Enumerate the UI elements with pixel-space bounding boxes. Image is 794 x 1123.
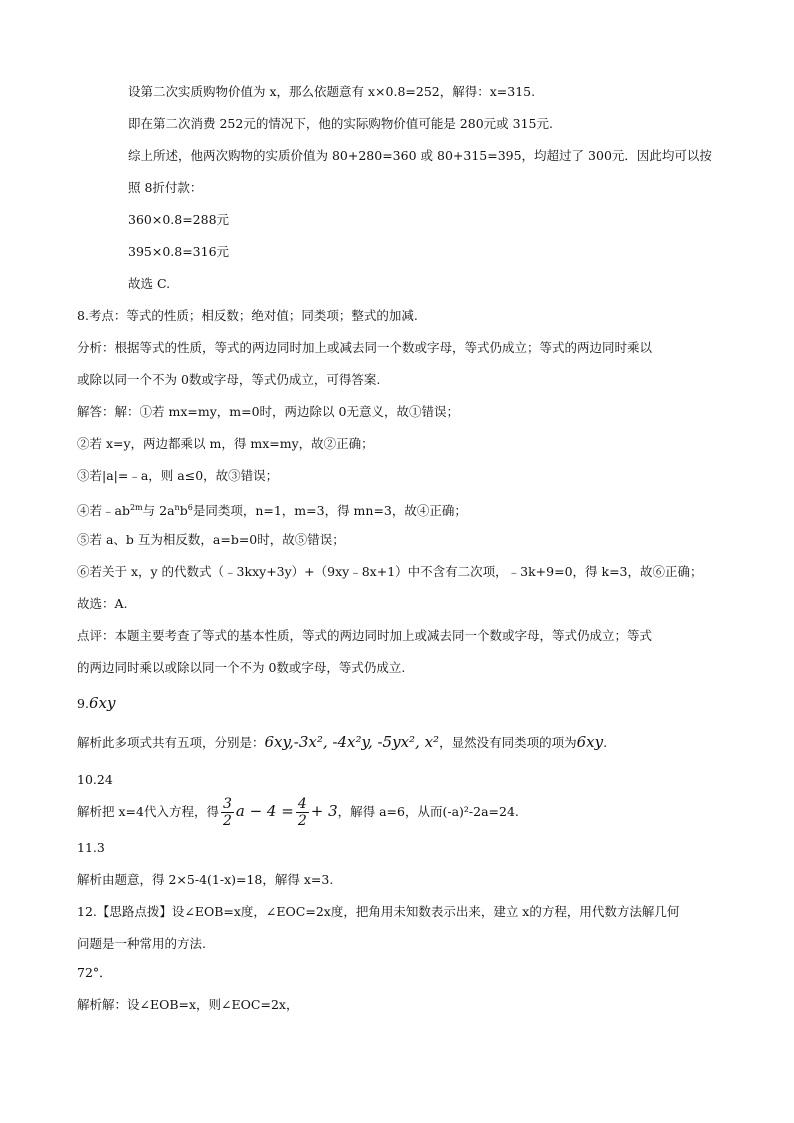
text-line: 72°． [77,965,112,980]
text-line: 设第二次实质购物价值为 x，那么依题意有 x×0.8=252，解得：x=315. [128,84,536,99]
text-line: 360×0.8=288元 [128,212,230,227]
text-line: ③若|a|=﹣a，则 a≤0，故③错误； [77,468,279,483]
question-12-heading: 12.【思路点拨】设∠EOB=x度，∠EOC=2x度，把角用未知数表示出来，建立 x的方程，用代数方法解几何 [77,904,680,919]
text-line: 解答：解：①若 mx=my，m=0时，两边除以 0无意义，故①错误； [77,404,459,419]
text-line: 解析此多项式共有五项，分别是：6xy,-3x², -4x²y, -5yx², x²，显然没有同类项的项为6xy. [77,733,608,751]
text-line: 即在第二次消费 252元的情况下，他的实际购物价值可能是 280元或 315元. [128,116,553,131]
text-line: 照 8折付款： [128,180,203,195]
text-line: ⑤若 a、b 互为相反数，a=b=0时，故⑤错误； [77,532,345,547]
text-line: 解析由题意，得 2×5-4(1-x)=18，解得 x=3. [77,872,334,887]
text-line: 解析解：设∠EOB=x，则∠EOC=2x， [77,997,299,1012]
text-line: 问题是一种常用的方法. [77,936,206,951]
text-line: 分析：根据等式的性质，等式的两边同时加上或减去同一个数或字母，等式仍成立；等式的两边同时乘以 [77,340,653,355]
question-9-answer: 9.6xy [77,694,116,712]
fraction: $\frac{3}{2}$ [222,796,232,829]
text-line: 或除以同一个不为 0数或字母，等式仍成立，可得答案. [77,372,381,387]
text-line: 的两边同时乘以或除以同一个不为 0数或字母，等式仍成立. [77,660,406,675]
fraction: $\frac{4}{2}$ [297,796,307,829]
question-10-answer: 10.24 [77,772,113,787]
text-line: ④若$﹣ab^{2m}$与 $2a^nb^6$是同类项，n=1，m=3，得 mn=3，故④正确； [77,503,467,519]
text-line: 395×0.8=316元 [128,244,230,259]
question-8-heading: 8.考点：等式的性质；相反数；绝对值；同类项；整式的加减. [77,308,418,323]
text-line: ②若 x=y，两边都乘以 m，得 mx=my，故②正确； [77,436,374,451]
text-line: 综上所述，他两次购物的实质价值为 80+280=360 或 80+315=395，均超过了 300元．因此均可以按 [128,148,712,163]
question-11-answer: 11.3 [77,840,105,855]
text-line: 故选 C. [128,276,171,291]
text-line: 故选：A. [77,596,128,611]
text-line: 解析把 x=4代入方程，得 $\frac{3}{2}$ a − 4 = $\frac{4}{2}$ + 3，解得 a=6，从而(-a)²-2a=24. [77,796,519,829]
text-line: ⑥若关于 x，y 的代数式（﹣3kxy+3y）+（9xy﹣8x+1）中不含有二次项，﹣3k+9=0，得 k=3，故⑥正确； [77,564,703,579]
text-line: 点评：本题主要考查了等式的基本性质，等式的两边同时加上或减去同一个数或字母，等式仍成立；等式 [77,628,653,643]
